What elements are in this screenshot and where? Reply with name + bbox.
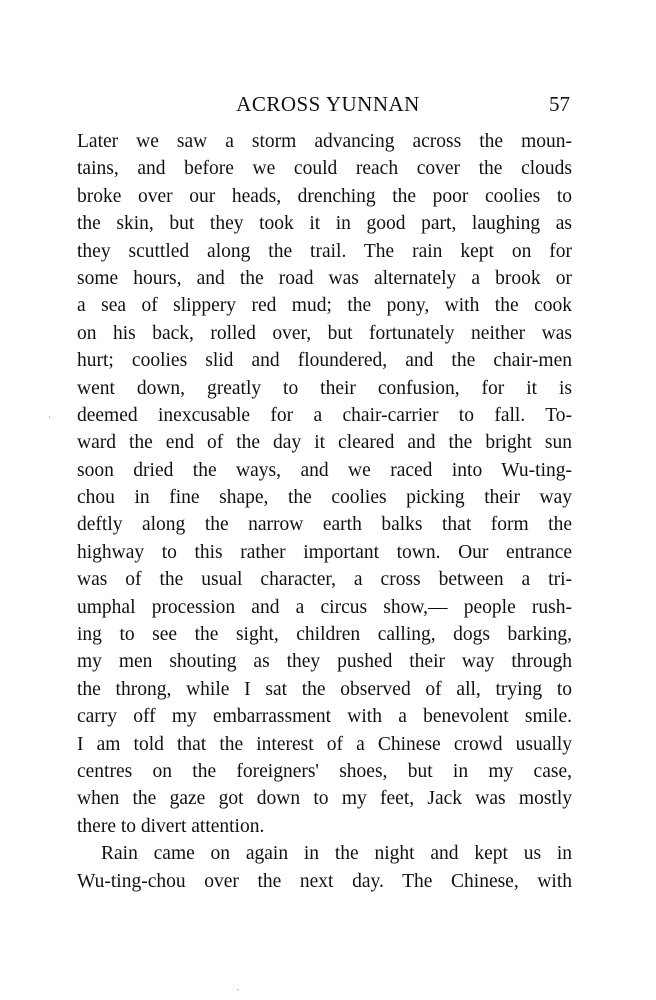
margin-mark: · [48,412,51,422]
text-line: soon dried the ways, and we raced into Wu-ting- [77,459,572,481]
bottom-mark: ˎ [236,980,240,991]
text-line: my men shouting as they pushed their way through [77,651,572,673]
text-line: highway to this rather important town. Our entrance [77,541,572,563]
text-line: the throng, while I sat the observed of all, trying to [77,678,572,700]
text-line: they scuttled along the trail. The rain kept on for [77,240,572,262]
text-line: Rain came on again in the night and kept us in [101,843,572,865]
page-number: 57 [549,92,570,116]
text-line: a sea of slippery red mud; the pony, with the cook [77,295,572,317]
running-title: ACROSS YUNNAN [236,92,420,116]
text-line: there to divert attention. [77,815,265,837]
text-line: when the gaze got down to my feet, Jack was mostly [77,788,572,810]
text-line: was of the usual character, a cross between a tri- [77,569,572,591]
body-text [77,128,572,895]
paragraph-2 [77,840,572,895]
text-line: deftly along the narrow earth balks that form the [77,514,572,536]
text-line: umphal procession and a circus show,— people rush- [77,596,572,618]
text-line: went down, greatly to their confusion, for it is [77,377,572,399]
text-line: hurt; coolies slid and floundered, and the chair-men [77,350,572,372]
paragraph-1 [77,128,572,840]
text-line: centres on the foreigners' shoes, but in my case, [77,760,572,782]
text-line: chou in fine shape, the coolies picking their way [77,487,572,509]
text-line: Wu-ting-chou over the next day. The Chinese, with [77,870,572,892]
text-line: deemed inexcusable for a chair-carrier to fall. To- [77,404,572,426]
text-line: tains, and before we could reach cover the clouds [77,158,572,180]
text-line: I am told that the interest of a Chinese crowd usually [77,733,572,755]
text-line: on his back, rolled over, but fortunately neither was [77,322,572,344]
text-line: the skin, but they took it in good part, laughing as [77,213,572,235]
text-line: broke over our heads, drenching the poor coolies to [77,185,572,207]
text-line: ing to see the sight, children calling, dogs barking, [77,624,572,646]
text-line: ward the end of the day it cleared and the bright sun [77,432,572,454]
page-header [0,92,656,122]
text-line: carry off my embarrassment with a benevolent smile. [77,706,572,728]
text-line: Later we saw a storm advancing across the moun- [77,131,572,152]
text-line: some hours, and the road was alternately a brook or [77,267,572,289]
